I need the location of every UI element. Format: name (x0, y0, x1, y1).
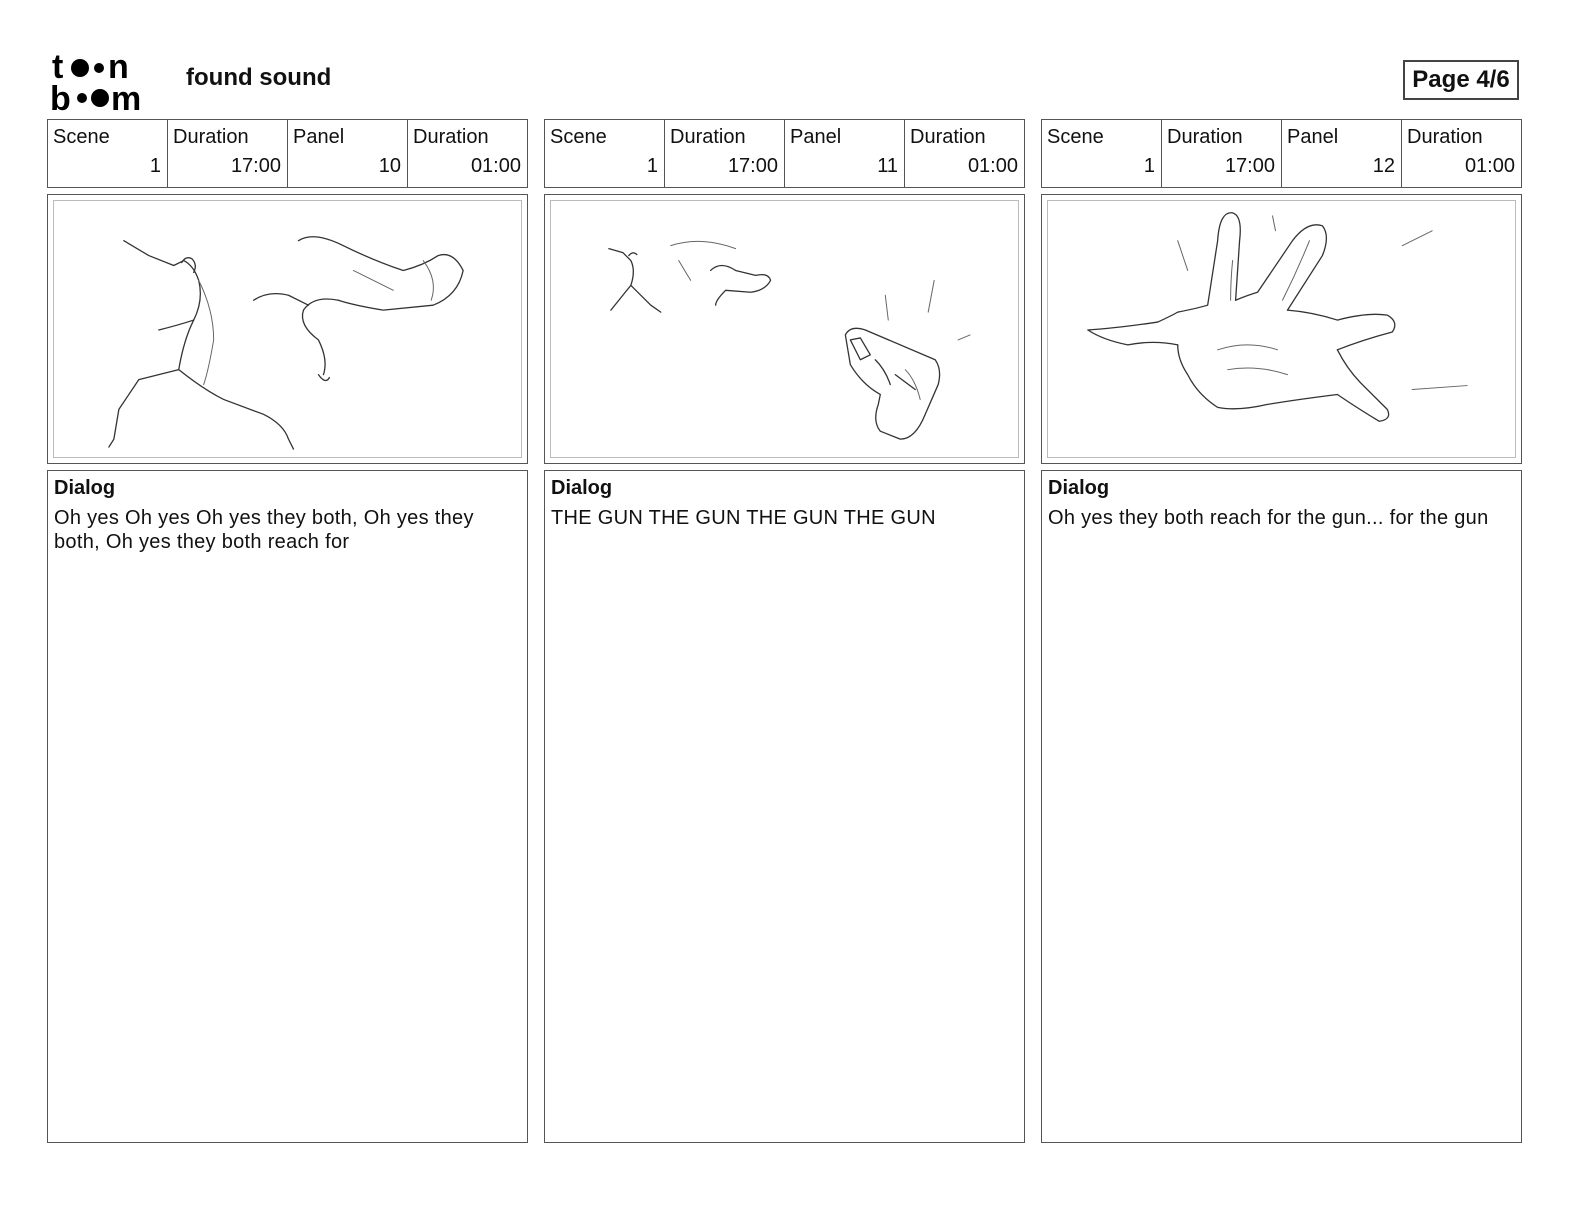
duration-value: 17:00 (727, 155, 778, 177)
scene-cell (545, 120, 665, 187)
svg-text:m: m (111, 80, 142, 114)
panel-duration-value: 01:00 (967, 155, 1018, 177)
panel-header-table (1041, 119, 1522, 188)
svg-text:n: n (108, 50, 129, 86)
panel-image-frame (544, 194, 1025, 464)
svg-text:t: t (52, 50, 64, 86)
duration-label: Duration (670, 126, 746, 148)
panel-value: 11 (877, 155, 898, 177)
duration-label: Duration (1167, 126, 1243, 148)
dialog-label: Dialog (551, 477, 613, 499)
panel-cell (1282, 120, 1402, 187)
scene-value: 1 (1143, 155, 1155, 177)
panel-label: Panel (790, 126, 842, 148)
panel-value: 12 (1372, 155, 1395, 177)
panel-cell (288, 120, 408, 187)
scene-label: Scene (550, 126, 607, 148)
panel-value: 10 (378, 155, 401, 177)
dialog-label: Dialog (1048, 477, 1110, 499)
panel-cell (785, 120, 905, 187)
project-title: found sound (186, 64, 332, 91)
dialog-text: Oh yes they both reach for the gun... for the gun (1048, 507, 1489, 529)
sketch-gun-foreground (550, 200, 1019, 458)
panel-duration-label: Duration (1407, 126, 1483, 148)
panel-image-frame (1041, 194, 1522, 464)
panel-header-table (47, 119, 528, 188)
sketch-reaching-hand (1047, 200, 1516, 458)
panel-duration-value: 01:00 (1464, 155, 1515, 177)
dialog-text: THE GUN THE GUN THE GUN THE GUN (551, 507, 936, 529)
scene-cell (48, 120, 168, 187)
storyboard-panel (47, 119, 528, 1143)
scene-duration-cell (665, 120, 785, 187)
panel-duration-label: Duration (413, 126, 489, 148)
panel-label: Panel (1287, 126, 1339, 148)
dialog-label: Dialog (54, 477, 116, 499)
sketch-two-figures (53, 200, 522, 458)
duration-label: Duration (173, 126, 249, 148)
dialog-box (47, 470, 528, 1143)
dialog-box (1041, 470, 1522, 1143)
storyboard-panel (544, 119, 1025, 1143)
page-indicator: Page 4/6 (1403, 60, 1519, 100)
panel-image-frame (47, 194, 528, 464)
panel-duration-cell (905, 120, 1024, 187)
panel-label: Panel (293, 126, 345, 148)
scene-value: 1 (646, 155, 658, 177)
panel-duration-value: 01:00 (470, 155, 521, 177)
scene-value: 1 (149, 155, 161, 177)
dialog-text: Oh yes Oh yes Oh yes they both, Oh yes they both, Oh yes they both reach for (54, 507, 474, 553)
duration-value: 17:00 (230, 155, 281, 177)
panel-duration-cell (408, 120, 527, 187)
panel-header-table (544, 119, 1025, 188)
panel-duration-cell (1402, 120, 1521, 187)
scene-cell (1042, 120, 1162, 187)
scene-label: Scene (1047, 126, 1104, 148)
duration-value: 17:00 (1224, 155, 1275, 177)
dialog-box (544, 470, 1025, 1143)
toon-boom-logo (50, 50, 166, 114)
scene-label: Scene (53, 126, 110, 148)
scene-duration-cell (1162, 120, 1282, 187)
storyboard-panel (1041, 119, 1522, 1143)
svg-text:b: b (50, 80, 71, 114)
scene-duration-cell (168, 120, 288, 187)
panel-duration-label: Duration (910, 126, 986, 148)
